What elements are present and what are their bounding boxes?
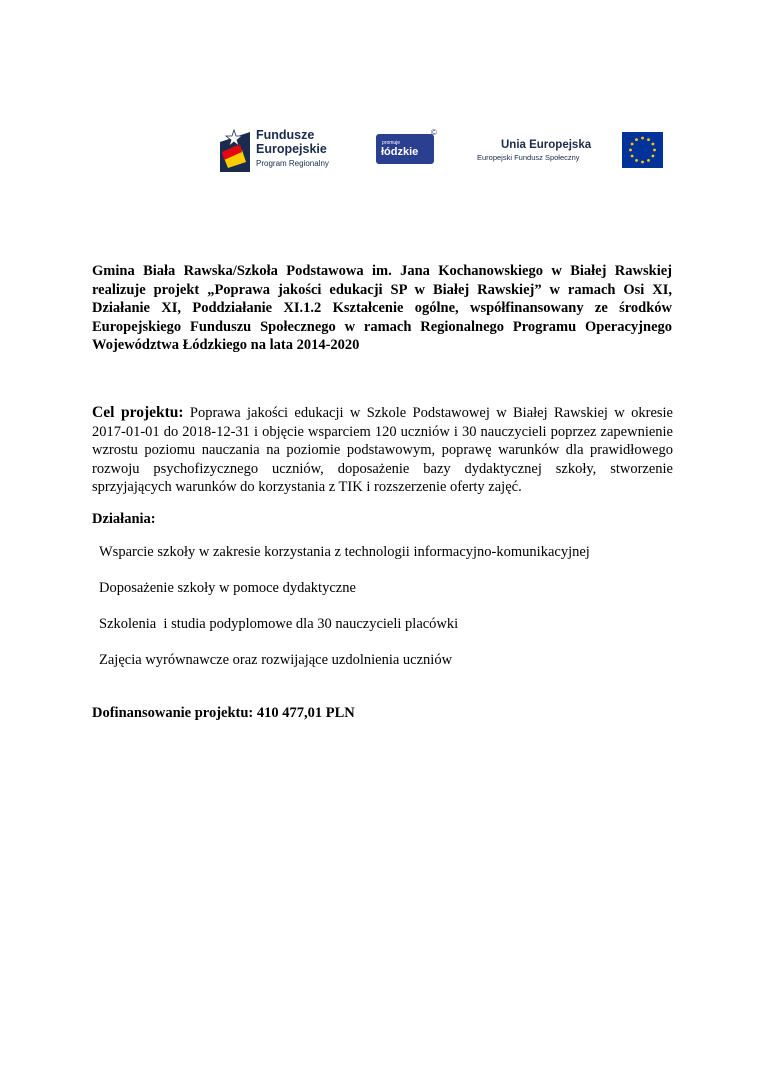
goal-label: Cel projektu: <box>92 404 184 421</box>
action-item: Wsparcie szkoły w zakresie korzystania z technologii informacyjno-komunikacyjnej <box>99 544 590 560</box>
lodz-logo-box <box>376 134 434 164</box>
fe-logo-line1: Fundusze <box>256 128 315 142</box>
actions-title: Działania: <box>92 511 156 527</box>
eu-flag-icon <box>622 132 663 168</box>
logo-bar <box>0 120 764 180</box>
lodz-logo-small: promuje <box>382 140 401 146</box>
action-item: Doposażenie szkoły w pomoce dydaktyczne <box>99 580 356 596</box>
fundusze-europejskie-mark-icon <box>220 128 250 172</box>
project-heading: Gmina Biała Rawska/Szkoła Podstawowa im. Jana Kochanowskiego w Białej Rawskiej realizuje projekt „Poprawa jakości edukacji SP w Białej Rawskiej” w ramach Osi XI, Działanie XI, Poddziałanie XI.1.2 Kształcenie ogólne, współfinansowany ze środków Europejskiego Funduszu Społecznego w ramach Regionalnego Programu Operacyjnego Województwa Łódzkiego na lata 2014-2020 <box>92 263 672 354</box>
action-item: Szkolenia i studia podyplomowe dla 30 nauczycieli placówki <box>99 616 459 632</box>
lodz-logo-registered: © <box>431 128 437 137</box>
fe-logo-line2: Europejskie <box>256 142 327 156</box>
fe-logo-line3: Program Regionalny <box>256 159 329 168</box>
goal-text: Poprawa jakości edukacji w Szkole Podstawowej w Białej Rawskiej w okresie 2017-01-01 do 2018-12-31 i objęcie wsparciem 120 uczniów i 30 nauczycieli poprzez zapewnienie wzrostu poziomu nauczania na poziomie podstawowym, poprawę warunków dla prawidłowego rozwoju psychofizycznego uczniów, doposażenie bazy dydaktycznej szkoły, stworzenie sprzyjających warunków do korzystania z TIK i rozszerzenie oferty zajęć. <box>92 405 673 496</box>
ue-logo-line1: Unia Europejska <box>501 139 592 151</box>
project-funding: Dofinansowanie projektu: 410 477,01 PLN <box>92 705 355 721</box>
ue-logo-line2: Europejski Fundusz Społeczny <box>477 153 580 162</box>
unia-europejska-logo <box>477 132 667 172</box>
lodz-logo-big: łódzkie <box>381 146 419 158</box>
project-goal <box>92 404 673 497</box>
fundusze-europejskie-logo <box>220 128 345 172</box>
action-item: Zajęcia wyrównawcze oraz rozwijające uzdolnienia uczniów <box>99 652 453 668</box>
promuje-lodzkie-logo <box>376 130 442 164</box>
